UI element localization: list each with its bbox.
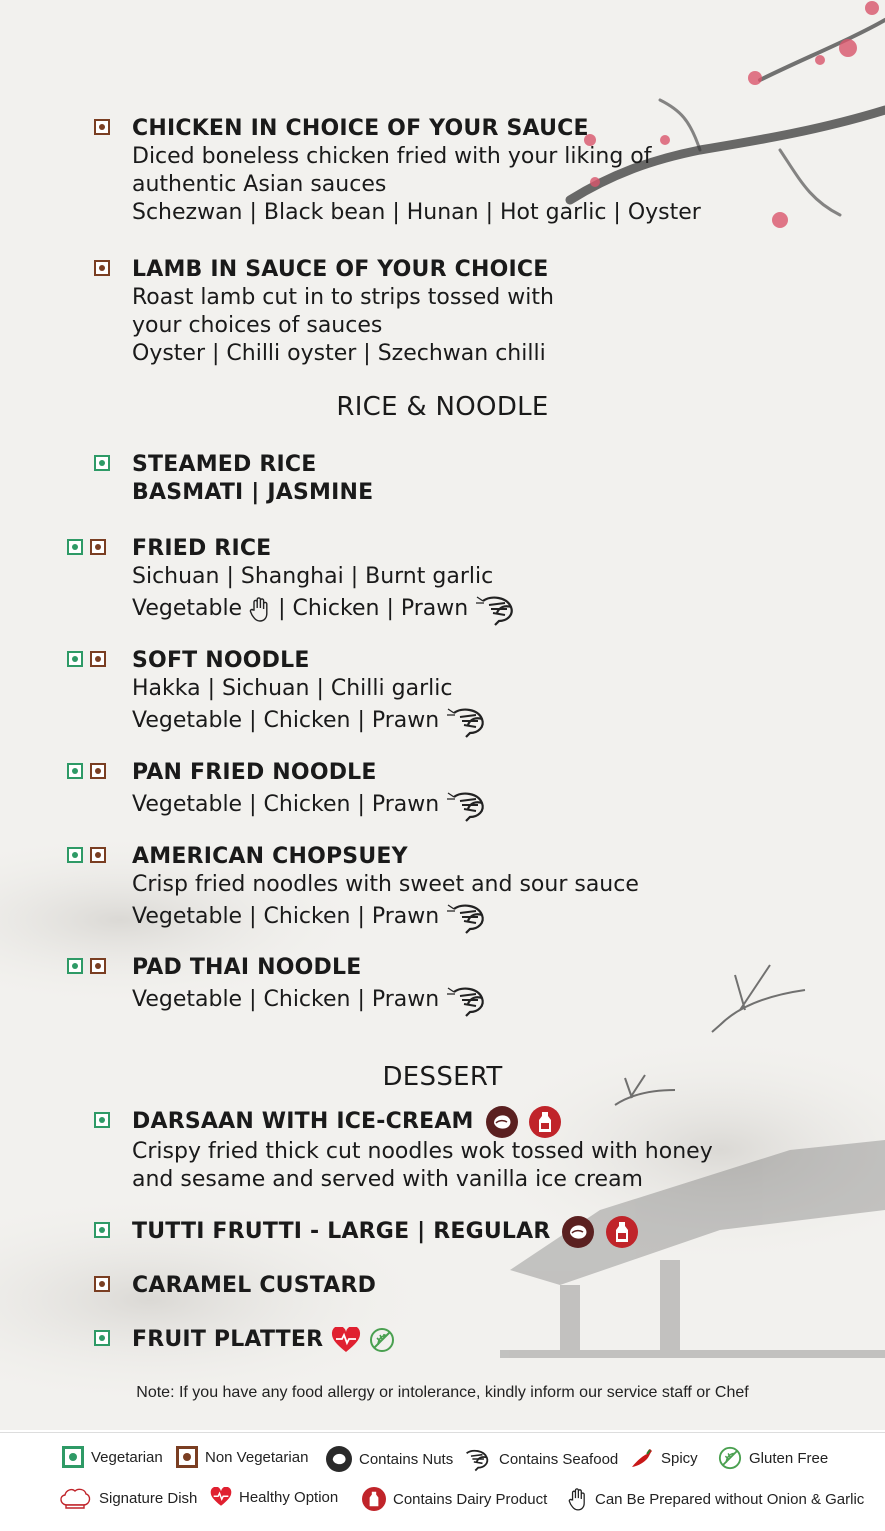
legend-label: Signature Dish [99, 1489, 198, 1507]
diet-marks [94, 1276, 110, 1292]
dairy-icon [606, 1216, 638, 1248]
diet-marks [94, 119, 110, 135]
hand-icon [568, 1487, 588, 1511]
item-name: STEAMED RICE [132, 452, 317, 477]
non-veg-icon [90, 539, 106, 555]
non-veg-icon [90, 847, 106, 863]
diet-marks [94, 455, 110, 471]
item-name: PAN FRIED NOODLE [132, 760, 377, 785]
legend-non-vegetarian [176, 1446, 308, 1468]
item-name-row [132, 1216, 812, 1248]
legend-label: Healthy Option [239, 1488, 339, 1506]
veg-variant: Vegetable [132, 987, 243, 1012]
item-name: DARSAAN WITH ICE-CREAM [132, 1109, 474, 1134]
menu-item-darsaan [132, 1106, 812, 1194]
item-description: your choices of sauces [132, 313, 383, 338]
diet-marks [94, 260, 110, 276]
item-name: FRIED RICE [132, 536, 272, 561]
legend-contains-dairy [362, 1487, 547, 1511]
veg-variant: Vegetable [132, 708, 243, 733]
legend-label: Can Be Prepared without Onion & Garlic [595, 1490, 865, 1508]
legend-healthy-option [210, 1487, 338, 1507]
legend-label: Gluten Free [749, 1449, 829, 1467]
item-variants [132, 591, 812, 627]
veg-variant: Vegetable [132, 904, 243, 929]
healthy-heart-icon [210, 1487, 232, 1507]
item-name: CHICKEN IN CHOICE OF YOUR SAUCE [132, 116, 589, 141]
dairy-icon [529, 1106, 561, 1138]
veg-icon [94, 1222, 110, 1238]
item-options: Schezwan | Black bean | Hunan | Hot garlic | Oyster [132, 200, 701, 225]
item-variants [132, 787, 812, 823]
veg-icon [67, 651, 83, 667]
legend-contains-nuts [326, 1446, 453, 1472]
item-name: AMERICAN CHOPSUEY [132, 844, 408, 869]
section-title-dessert: DESSERT [382, 1062, 503, 1092]
menu-item-chicken-in-sauce [132, 115, 812, 227]
menu-item-american-chopsuey [132, 843, 812, 935]
menu-item-steamed-rice [132, 451, 812, 507]
non-veg-icon [90, 651, 106, 667]
diet-marks [67, 539, 106, 555]
prawn-icon [446, 982, 488, 1018]
item-options: Sichuan | Shanghai | Burnt garlic [132, 564, 494, 589]
item-variants [132, 899, 812, 935]
veg-icon [94, 1112, 110, 1128]
veg-icon [67, 763, 83, 779]
nuts-icon [326, 1446, 352, 1472]
diet-marks [67, 847, 106, 863]
menu-item-pad-thai-noodle [132, 954, 812, 1018]
legend-vegetarian [62, 1446, 163, 1468]
item-description: and sesame and served with vanilla ice cream [132, 1167, 643, 1192]
veg-icon [94, 1330, 110, 1346]
other-variants: | Chicken | Prawn [249, 792, 440, 817]
section-title-rice-noodle: RICE & NOODLE [336, 392, 549, 422]
item-name: FRUIT PLATTER [132, 1327, 324, 1352]
non-veg-icon [94, 1276, 110, 1292]
menu-item-fried-rice [132, 535, 812, 627]
legend [0, 1432, 885, 1531]
item-name-row [132, 1106, 812, 1138]
item-options: Oyster | Chilli oyster | Szechwan chilli [132, 341, 546, 366]
nuts-icon [486, 1106, 518, 1138]
other-variants: | Chicken | Prawn [278, 596, 469, 621]
legend-spicy [630, 1446, 698, 1470]
prawn-icon [446, 703, 488, 739]
legend-label: Spicy [661, 1449, 698, 1467]
legend-label: Non Vegetarian [205, 1448, 309, 1466]
dairy-icon [362, 1487, 386, 1511]
veg-icon [67, 958, 83, 974]
gluten-free-icon [369, 1327, 395, 1353]
item-description: Diced boneless chicken fried with your liking of [132, 144, 652, 169]
item-name: SOFT NOODLE [132, 648, 310, 673]
item-description: authentic Asian sauces [132, 172, 387, 197]
item-name-row [132, 1326, 812, 1354]
non-veg-icon [94, 260, 110, 276]
veg-icon [94, 455, 110, 471]
prawn-icon [446, 787, 488, 823]
legend-label: Contains Dairy Product [393, 1490, 548, 1508]
other-variants: | Chicken | Prawn [249, 987, 440, 1012]
other-variants: | Chicken | Prawn [249, 708, 440, 733]
item-variants [132, 982, 812, 1018]
non-veg-icon [90, 763, 106, 779]
allergy-note: Note: If you have any food allergy or intolerance, kindly inform our service staff or Chef [136, 1384, 749, 1401]
item-name: PAD THAI NOODLE [132, 955, 362, 980]
hand-icon [249, 596, 271, 622]
menu-item-fruit-platter [132, 1326, 812, 1354]
menu-item-caramel-custard [132, 1272, 812, 1300]
item-options: Hakka | Sichuan | Chilli garlic [132, 676, 453, 701]
legend-signature-dish [58, 1487, 197, 1509]
item-description: Crisp fried noodles with sweet and sour sauce [132, 872, 639, 897]
non-veg-icon [94, 119, 110, 135]
prawn-icon [446, 899, 488, 935]
legend-label: Contains Nuts [359, 1450, 454, 1468]
healthy-heart-icon [331, 1327, 361, 1353]
legend-label: Vegetarian [91, 1448, 163, 1466]
legend-contains-seafood [460, 1446, 618, 1472]
item-description: Roast lamb cut in to strips tossed with [132, 285, 554, 310]
legend-gluten-free [718, 1446, 828, 1470]
veg-variant: Vegetable [132, 792, 243, 817]
diet-marks [67, 763, 106, 779]
non-veg-icon [90, 958, 106, 974]
menu-item-lamb-in-sauce [132, 256, 812, 368]
item-options: BASMATI | JASMINE [132, 480, 374, 505]
item-name: TUTTI FRUTTI - LARGE | REGULAR [132, 1219, 551, 1244]
diet-marks [67, 958, 106, 974]
diet-marks [94, 1222, 110, 1238]
prawn-icon [475, 591, 517, 627]
nuts-icon [562, 1216, 594, 1248]
menu-item-pan-fried-noodle [132, 759, 812, 823]
menu-item-soft-noodle [132, 647, 812, 739]
menu-item-tutti-frutti [132, 1216, 812, 1248]
item-variants [132, 703, 812, 739]
diet-marks [94, 1330, 110, 1346]
chilli-icon [630, 1446, 654, 1470]
chef-hat-icon [58, 1487, 92, 1509]
veg-icon [67, 539, 83, 555]
legend-label: Contains Seafood [499, 1450, 619, 1468]
item-description: Crispy fried thick cut noodles wok tossed with honey [132, 1139, 713, 1164]
veg-icon [62, 1446, 84, 1468]
veg-icon [67, 847, 83, 863]
non-veg-icon [176, 1446, 198, 1468]
other-variants: | Chicken | Prawn [249, 904, 440, 929]
gluten-free-icon [718, 1446, 742, 1470]
legend-no-onion-garlic [568, 1487, 864, 1511]
prawn-icon [460, 1446, 492, 1472]
diet-marks [67, 651, 106, 667]
item-name: LAMB IN SAUCE OF YOUR CHOICE [132, 257, 549, 282]
veg-variant: Vegetable [132, 596, 243, 621]
item-name: CARAMEL CUSTARD [132, 1273, 377, 1298]
diet-marks [94, 1112, 110, 1128]
